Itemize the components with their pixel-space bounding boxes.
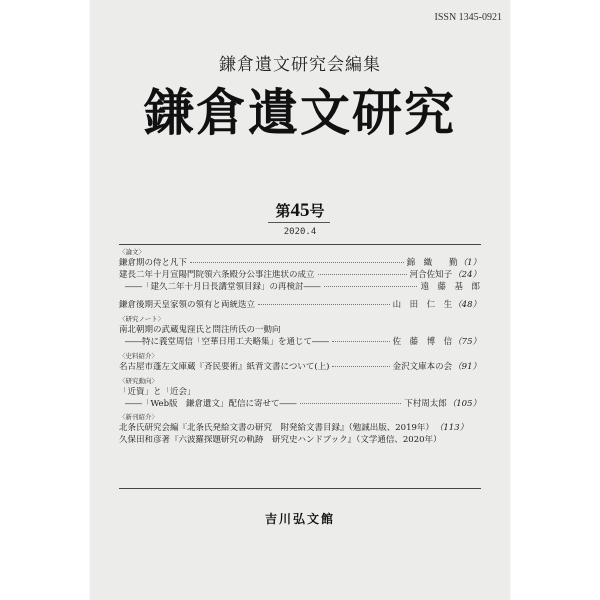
- entry-page: （48）: [453, 299, 481, 310]
- entry-title: ――特に義堂周信「空華日用工夫略集」を通じて――: [125, 336, 330, 347]
- entry-page: （75）: [453, 336, 481, 347]
- leader-dots: [332, 341, 390, 342]
- toc-entry: [119, 325, 481, 337]
- issue-prefix: 第: [275, 202, 291, 220]
- entry-title: 南北朝期の武蔵鬼窪氏と問注所氏の一動向: [119, 324, 281, 335]
- toc-entry: [119, 282, 481, 294]
- toc-entry: [119, 435, 481, 447]
- toc-entry: [119, 423, 481, 435]
- entry-page: （24）: [453, 269, 481, 280]
- section-label: 〈論文〉: [119, 248, 145, 256]
- publisher: 吉川弘文館: [264, 512, 335, 526]
- entry-author: 遠 藤 基 郎: [420, 281, 480, 292]
- entry-page: （113）: [434, 423, 469, 434]
- issue-suffix: 号: [309, 202, 325, 220]
- section-label: 〈研究ノート〉: [119, 314, 165, 323]
- entry-title: ――「建久二年十月日長講堂領目録」の再検討――: [125, 281, 321, 292]
- entry-author: 山 田 仁 生: [392, 299, 453, 310]
- entry-author: 下村周太郎: [404, 398, 447, 409]
- entry-page: （91）: [453, 361, 481, 372]
- leader-dots: [190, 262, 404, 263]
- entry-page: （1）: [458, 258, 481, 269]
- issn: ISSN 1345-0921: [434, 12, 502, 23]
- journal-title: 鎌倉遺文研究: [144, 83, 456, 142]
- entry-title: 「近資」と「近会」: [119, 386, 196, 397]
- entry-title: 鎌倉期の侍と凡下: [119, 258, 188, 269]
- entry-author: 河合佐知子: [409, 269, 453, 280]
- issue-underline: [268, 222, 330, 223]
- entry-title: 建長二年十月宣陽門院領六条殿分公事注進状の成立: [119, 269, 315, 280]
- section-label: 〈新刊紹介〉: [119, 413, 158, 422]
- entry-page: （105）: [447, 398, 481, 409]
- toc-entry: [119, 300, 481, 312]
- entry-author: 金沢文庫本の会: [392, 361, 453, 372]
- entry-title: ――「Web版 鎌倉遺文」配信に寄せて――: [125, 398, 297, 409]
- leader-dots: [332, 366, 389, 367]
- table-of-contents: [119, 244, 481, 489]
- toc-section: [119, 377, 481, 411]
- toc-section: [119, 352, 481, 374]
- toc-section: [119, 413, 481, 447]
- toc-entry: [119, 337, 481, 349]
- toc-section: [119, 315, 481, 349]
- toc-section: [119, 248, 481, 312]
- section-label: 〈史料紹介〉: [119, 351, 158, 360]
- leader-dots: [324, 286, 418, 287]
- leader-dots: [258, 304, 390, 305]
- toc-entry: [119, 387, 481, 399]
- entry-title: 名古屋市蓬左文庫蔵『斉民要術』紙背文書について(上): [119, 361, 330, 372]
- leader-dots: [318, 274, 407, 275]
- entry-title: 北条氏研究会編『北条氏発給文書の研究 附発給文書目録』（勉誠出版、2019年）: [119, 423, 434, 434]
- entry-author: 錦 織 勤: [406, 258, 458, 269]
- editor-credit: 鎌倉遺文研究会編集: [219, 55, 381, 75]
- entry-title: 鎌倉後期天皇家領の領有と両統迭立: [119, 299, 256, 310]
- issue-num: 45: [290, 200, 310, 221]
- toc-entry: [119, 362, 481, 374]
- toc-entry: [119, 258, 481, 270]
- section-label: 〈研究動向〉: [119, 376, 158, 385]
- toc-entry: [119, 270, 481, 282]
- journal-cover: [90, 0, 510, 600]
- entry-author: 佐 藤 博 信: [392, 336, 453, 347]
- issue-date: 2020.4: [283, 227, 317, 237]
- toc-entry: [119, 399, 481, 411]
- entry-title: 久保田和彦著『六波羅探題研究の軌跡 研究史ハンドブック』（文学通信、2020年）: [119, 435, 442, 446]
- leader-dots: [300, 403, 402, 404]
- issue-number: [90, 200, 510, 222]
